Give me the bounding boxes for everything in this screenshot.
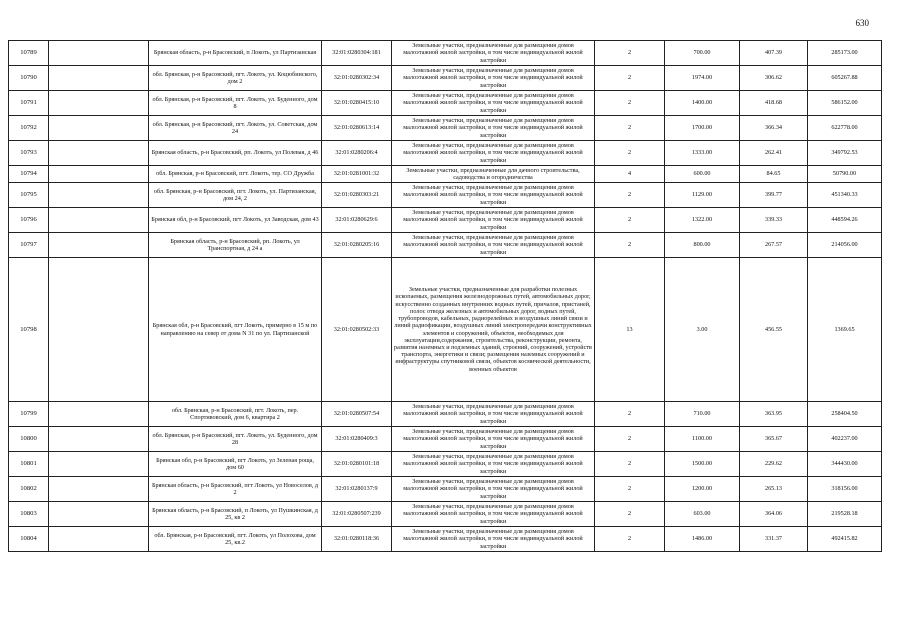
row-group: 2 (595, 91, 665, 116)
row-specific-value: 366.34 (740, 116, 808, 141)
row-address: Брянская область, р-н Брасовский, п Локоть, ул Партизанская (149, 41, 322, 66)
blank-cell (49, 91, 149, 116)
blank-cell (49, 141, 149, 166)
row-address: обл. Брянская, р-н Брасовский, пгт. Локоть, ул. Советская, дом 24 (149, 116, 322, 141)
table-row (9, 233, 882, 258)
row-address: Брянская обл, р-н Брасовский, пгт Локоть, примерно в 15 м по направлению на север от дома N 31 по ул. Партизанской (149, 258, 322, 402)
row-cadastral-number: 32:01:0280302:34 (322, 66, 392, 91)
row-land-use: Земельные участки, предназначенные для размещения домов малоэтажной жилой застройки, в том числе индивидуальной жилой застройки (392, 208, 595, 233)
row-cadastral-value: 214056.00 (808, 233, 882, 258)
row-address: Брянская обл, р-н Брасовский, пгт Локоть, ул Заводская, дом 43 (149, 208, 322, 233)
row-id: 10796 (9, 208, 49, 233)
row-area: 600.00 (665, 166, 740, 183)
row-group: 2 (595, 208, 665, 233)
row-cadastral-value: 1369.65 (808, 258, 882, 402)
blank-cell (49, 452, 149, 477)
row-cadastral-number: 32:01:0280409:3 (322, 427, 392, 452)
table-row (9, 527, 882, 552)
blank-cell (49, 116, 149, 141)
row-area: 1129.00 (665, 183, 740, 208)
table-row (9, 477, 882, 502)
row-address: Брянская область, р-н Брасовский, пгт Локоть, ул Новоселов, д 2 (149, 477, 322, 502)
row-area: 1700.00 (665, 116, 740, 141)
row-group: 13 (595, 258, 665, 402)
row-group: 2 (595, 477, 665, 502)
row-id: 10799 (9, 402, 49, 427)
row-id: 10789 (9, 41, 49, 66)
row-id: 10795 (9, 183, 49, 208)
row-address: Брянская область, р-н Брасовский, рп. Локоть, ул Полевая, д 46 (149, 141, 322, 166)
row-group: 2 (595, 502, 665, 527)
table-row (9, 41, 882, 66)
row-land-use: Земельные участки, предназначенные для дачного строительства, садоводства и огородничества (392, 166, 595, 183)
row-cadastral-value: 219528.18 (808, 502, 882, 527)
row-address: обл. Брянская, р-н Брасовский, пгт. Локоть, пер. Спортивовский, дом 6, квартира 2 (149, 402, 322, 427)
row-land-use: Земельные участки, предназначенные для размещения домов малоэтажной жилой застройки, в том числе индивидуальной жилой застройки (392, 502, 595, 527)
table-row (9, 402, 882, 427)
row-land-use: Земельные участки, предназначенные для размещения домов малоэтажной жилой застройки, в том числе индивидуальной жилой застройки (392, 477, 595, 502)
row-land-use: Земельные участки, предназначенные для размещения домов малоэтажной жилой застройки, в том числе индивидуальной жилой застройки (392, 452, 595, 477)
row-group: 2 (595, 452, 665, 477)
table-row (9, 258, 882, 402)
row-specific-value: 262.41 (740, 141, 808, 166)
blank-cell (49, 166, 149, 183)
row-area: 1500.00 (665, 452, 740, 477)
row-specific-value: 84.65 (740, 166, 808, 183)
row-land-use: Земельные участки, предназначенные для размещения домов малоэтажной жилой застройки, в том числе индивидуальной жилой застройки (392, 527, 595, 552)
row-id: 10793 (9, 141, 49, 166)
blank-cell (49, 427, 149, 452)
row-specific-value: 265.13 (740, 477, 808, 502)
row-cadastral-number: 32:01:0281001:32 (322, 166, 392, 183)
row-id: 10800 (9, 427, 49, 452)
row-area: 1200.00 (665, 477, 740, 502)
row-cadastral-number: 32:01:0280118:36 (322, 527, 392, 552)
row-land-use: Земельные участки, предназначенные для размещения домов малоэтажной жилой застройки, в том числе индивидуальной жилой застройки (392, 116, 595, 141)
row-address: обл. Брянская, р-н Брасовский, пгт. Локоть, ул. Партизанская, дом 24, 2 (149, 183, 322, 208)
row-group: 2 (595, 527, 665, 552)
row-area: 603.00 (665, 502, 740, 527)
row-id: 10801 (9, 452, 49, 477)
row-address: обл. Брянская, р-н Брасовский, пгт. Локоть, ул. Коцюбинского, дом 2 (149, 66, 322, 91)
table-row (9, 452, 882, 477)
row-cadastral-number: 32:01:0280507:239 (322, 502, 392, 527)
row-specific-value: 363.95 (740, 402, 808, 427)
row-address: обл. Брянская, р-н Брасовский, пгт. Локоть, ул. Буденного, дом 8 (149, 91, 322, 116)
row-land-use: Земельные участки, предназначенные для размещения домов малоэтажной жилой застройки, в том числе индивидуальной жилой застройки (392, 141, 595, 166)
row-cadastral-number: 32:01:0280137:9 (322, 477, 392, 502)
table-body (9, 41, 882, 552)
row-cadastral-value: 451340.33 (808, 183, 882, 208)
table-row (9, 208, 882, 233)
row-group: 2 (595, 141, 665, 166)
row-cadastral-number: 32:01:0280502:33 (322, 258, 392, 402)
row-land-use: Земельные участки, предназначенные для размещения домов малоэтажной жилой застройки, в том числе индивидуальной жилой застройки (392, 66, 595, 91)
row-address: Брянская обл, р-н Брасовский, пгт Локоть, ул Зеленая роща, дом 60 (149, 452, 322, 477)
blank-cell (49, 402, 149, 427)
row-cadastral-number: 32:01:0280415:10 (322, 91, 392, 116)
row-group: 2 (595, 41, 665, 66)
table-row (9, 91, 882, 116)
row-cadastral-value: 318156.00 (808, 477, 882, 502)
table-row (9, 427, 882, 452)
row-cadastral-value: 448594.26 (808, 208, 882, 233)
row-id: 10794 (9, 166, 49, 183)
table-row (9, 166, 882, 183)
blank-cell (49, 208, 149, 233)
row-specific-value: 229.62 (740, 452, 808, 477)
row-cadastral-value: 349792.53 (808, 141, 882, 166)
row-group: 2 (595, 116, 665, 141)
row-cadastral-number: 32:01:0280101:18 (322, 452, 392, 477)
row-cadastral-value: 622778.00 (808, 116, 882, 141)
row-area: 1974.00 (665, 66, 740, 91)
row-address: обл. Брянская, р-н Брасовский, пгт. Локоть, тер. СО Дружба (149, 166, 322, 183)
table-row (9, 183, 882, 208)
row-id: 10792 (9, 116, 49, 141)
blank-cell (49, 233, 149, 258)
row-address: обл. Брянская, р-н Брасовский, пгт. Локоть, ул Полохова, дом 25, кв.2 (149, 527, 322, 552)
row-group: 2 (595, 402, 665, 427)
row-id: 10803 (9, 502, 49, 527)
row-cadastral-number: 32:01:0280629:6 (322, 208, 392, 233)
blank-cell (49, 41, 149, 66)
row-group: 4 (595, 166, 665, 183)
row-cadastral-number: 32:01:0280205:16 (322, 233, 392, 258)
row-cadastral-value: 402237.00 (808, 427, 882, 452)
row-specific-value: 267.57 (740, 233, 808, 258)
row-cadastral-value: 492415.82 (808, 527, 882, 552)
row-cadastral-value: 50790.00 (808, 166, 882, 183)
row-area: 1322.00 (665, 208, 740, 233)
row-cadastral-value: 344430.00 (808, 452, 882, 477)
row-specific-value: 407.39 (740, 41, 808, 66)
row-specific-value: 456.55 (740, 258, 808, 402)
blank-cell (49, 258, 149, 402)
blank-cell (49, 502, 149, 527)
row-id: 10790 (9, 66, 49, 91)
row-group: 2 (595, 427, 665, 452)
row-specific-value: 331.37 (740, 527, 808, 552)
row-land-use: Земельные участки, предназначенные для размещения домов малоэтажной жилой застройки, в том числе индивидуальной жилой застройки (392, 233, 595, 258)
row-specific-value: 365.67 (740, 427, 808, 452)
blank-cell (49, 527, 149, 552)
row-group: 2 (595, 183, 665, 208)
row-cadastral-value: 586152.00 (808, 91, 882, 116)
row-area: 3.00 (665, 258, 740, 402)
row-address: Брянская область, р-н Брасовский, п Локоть, ул Пушкинская, д 25, кв 2 (149, 502, 322, 527)
row-id: 10804 (9, 527, 49, 552)
table-row (9, 66, 882, 91)
row-land-use: Земельные участки, предназначенные для размещения домов малоэтажной жилой застройки, в том числе индивидуальной жилой застройки (392, 183, 595, 208)
row-cadastral-number: 32:01:0280613:14 (322, 116, 392, 141)
row-id: 10797 (9, 233, 49, 258)
blank-cell (49, 183, 149, 208)
row-cadastral-value: 285173.00 (808, 41, 882, 66)
row-specific-value: 418.68 (740, 91, 808, 116)
row-specific-value: 364.06 (740, 502, 808, 527)
row-area: 1100.00 (665, 427, 740, 452)
table-row (9, 502, 882, 527)
table-row (9, 141, 882, 166)
row-address: Брянская область, р-н Брасовский, рп. Локоть, ул Транспортная, д 24 а (149, 233, 322, 258)
row-area: 800.00 (665, 233, 740, 258)
row-area: 1400.00 (665, 91, 740, 116)
cadastral-value-table (8, 40, 882, 552)
blank-cell (49, 66, 149, 91)
row-cadastral-number: 32:01:0280206:4 (322, 141, 392, 166)
row-area: 1486.00 (665, 527, 740, 552)
row-id: 10798 (9, 258, 49, 402)
row-land-use: Земельные участки, предназначенные для размещения домов малоэтажной жилой застройки, в том числе индивидуальной жилой застройки (392, 402, 595, 427)
row-cadastral-number: 32:01:0280304:181 (322, 41, 392, 66)
row-area: 700.00 (665, 41, 740, 66)
row-cadastral-number: 32:01:0280303:21 (322, 183, 392, 208)
page-number: 630 (855, 18, 869, 28)
row-group: 2 (595, 66, 665, 91)
row-cadastral-number: 32:01:0280507:54 (322, 402, 392, 427)
row-specific-value: 399.77 (740, 183, 808, 208)
row-cadastral-value: 258404.50 (808, 402, 882, 427)
row-land-use: Земельные участки, предназначенные для размещения домов малоэтажной жилой застройки, в том числе индивидуальной жилой застройки (392, 91, 595, 116)
row-land-use: Земельные участки, предназначенные для размещения домов малоэтажной жилой застройки, в том числе индивидуальной жилой застройки (392, 41, 595, 66)
row-land-use: Земельные участки, предназначенные для размещения домов малоэтажной жилой застройки, в том числе индивидуальной жилой застройки (392, 427, 595, 452)
row-area: 1333.00 (665, 141, 740, 166)
row-group: 2 (595, 233, 665, 258)
blank-cell (49, 477, 149, 502)
row-land-use: Земельные участки, предназначенные для разработки полезных ископаемых, размещения железнодорожных путей, автомобильных дорог, искусственно созданных внутренних водных путей, причалов, пристаней, полос отвода железных и автомобильных дорог, водных путей, трубопроводов, кабельных, радиорелейных и воздушных линий связи и линий радиофикации, воздушных линий электропередачи конструктивных элементов и сооружений, объектов, необходимых для эксплуатации,содержания, строительства, реконструкции, ремонта, развития наземных и подземных зданий, строений, сооружений, устройств транспорта, энергетики и связи; размещения наземных сооружений и инфраструктуры спутниковой связи, объектов космической деятельности, военных объектов (392, 258, 595, 402)
row-id: 10802 (9, 477, 49, 502)
row-cadastral-value: 605267.88 (808, 66, 882, 91)
table-row (9, 116, 882, 141)
row-specific-value: 306.62 (740, 66, 808, 91)
row-address: обл. Брянская, р-н Брасовский, пгт. Локоть, ул. Буденного, дом 28 (149, 427, 322, 452)
row-specific-value: 339.33 (740, 208, 808, 233)
row-area: 710.00 (665, 402, 740, 427)
row-id: 10791 (9, 91, 49, 116)
